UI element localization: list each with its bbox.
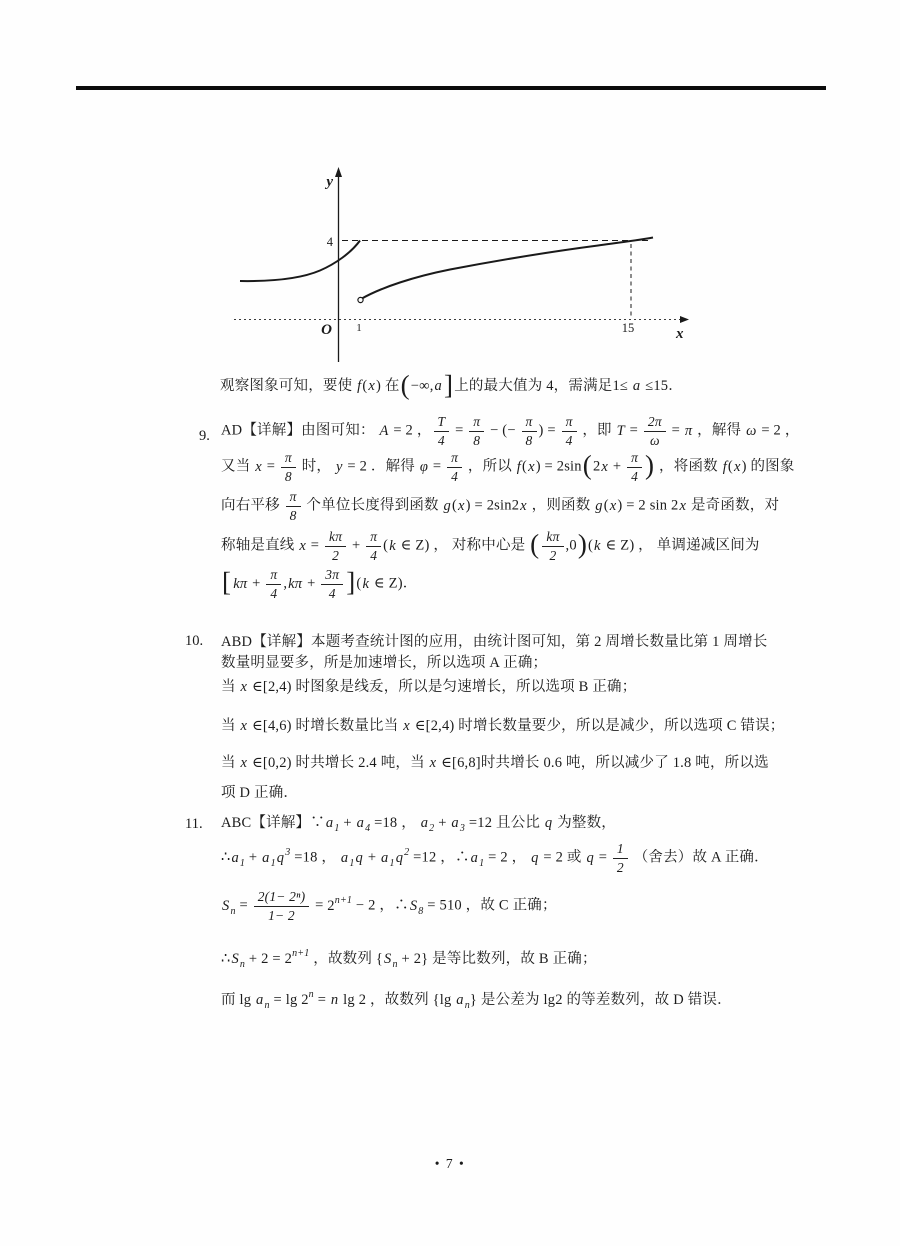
item-11-line-5: 而 $\lg a_n = \lg 2^n = n$ lg 2 ，故数列 {lg $a_n$} 是公差为 lg2 的等差数列，故 D 错误．	[221, 989, 732, 1011]
function-graph	[220, 155, 700, 370]
item-10-line-1: ABD【详解】本题考查统计图的应用，由统计图可知，第 2 周增长数量比第 1 周增长	[221, 634, 768, 650]
item-10-line-3: 当 x ∈[2,4) 时图象是线叐，所以是匀速增长，所以选项 B 正确；	[221, 679, 637, 695]
x-axis-arrow	[680, 316, 689, 323]
item-9-line-4: 称轴是直线 x = $\frac{k\pi}{2}$ + $\frac{\pi}{4}$ (k ∈ Z) ， 对称中心是 ( $\frac{k\pi}{2}$ ,0)(k ∈ Z) ， 单调递减区间为	[221, 529, 760, 564]
open-endpoint	[358, 297, 363, 302]
y-tick-4: 4	[326, 235, 333, 249]
item-10-line-6: 项 D 正确．	[221, 785, 299, 801]
item-9-number: 9.	[199, 428, 210, 444]
top-rule	[76, 86, 826, 90]
item-10-number: 10.	[185, 633, 204, 649]
x-tick-15: 15	[621, 321, 635, 335]
item-9-line-3: 向右平移 $\frac{\pi}{8}$ 个单位长度得到函数 g(x) = 2sin2x ，则函数 g(x) = 2 sin 2x 是奇函数，对	[221, 489, 780, 524]
item-9-line-1: AD【详解】由图可知： A = 2 ， $\frac{T}{4}$ = $\frac{\pi}{8}$ − (− $\frac{\pi}{8}$ ) = $\frac{\pi}{4}$ ，即 T = $\frac{2\pi}{\omega}$ = π ，解得 ω = 2 ，	[221, 414, 800, 449]
origin-label: O	[321, 322, 332, 338]
item-11-line-1: ABC【详解】$\because a_1 + a_4 =18$ ， $a_2 + a_3 =12$ 且公比 q 为整数，	[221, 815, 616, 834]
x-tick-1: 1	[356, 322, 362, 334]
y-axis-label: y	[326, 174, 333, 190]
item-9-line-5: [ kπ + $\frac{\pi}{4}$ ,kπ + $\frac{3\pi}{4}$ ](k ∈ Z)．	[222, 567, 418, 602]
curve-left-branch	[240, 241, 360, 282]
item-9-line-2: 又当 x = $\frac{\pi}{8}$ 时， y = 2 ．解得 φ = $\frac{\pi}{4}$ ，所以 f(x) = 2sin(2x + $\frac{\pi}{4}$ ) ，将函数 f(x) 的图象	[221, 450, 795, 485]
item-11-line-2: $\therefore a_1 + a_1q^3 =18$ ， $a_1q + a_1q^2 =12$ ，$\therefore a_1 = 2$ ， q = 2 或 q = $\frac{1}{2}$ （舍去）故 A 正确．	[221, 841, 769, 876]
item-10-line-4: 当 x ∈[4,6) 时增长数量比当 x ∈[2,4) 时增长数量要少，所以是减少，所以选项 C 错误；	[221, 718, 785, 734]
intro-line: 观察图象可知，要使 f(x) 在(−∞,a]上的最大值为 4，需满足1≤ a ≤15．	[220, 369, 683, 400]
curve-right-branch	[361, 238, 653, 300]
item-10-line-5: 当 x ∈[0,2) 时共增长 2.4 吨，当 x ∈[6,8]时共增长 0.6 吨，所以减少了 1.8 吨，所以选	[221, 755, 769, 771]
page-number: • 7 •	[434, 1156, 466, 1171]
y-axis-arrow	[335, 167, 342, 177]
item-10-line-2: 数量明显要多，所是加速增长，所以选项 A 正确；	[221, 655, 548, 671]
item-11-number: 11.	[185, 816, 203, 832]
item-11-line-3: $S_n$ = $\frac{\text{2(1− 2ⁿ)}}{1- 2}$ = $2^{n+1} - 2$ ，$\therefore S_8 = 510$ ，故 C 正确；	[222, 889, 557, 924]
item-11-line-4: $\therefore S_n + 2 = 2^{n+1}$ ，故数列 $\{S_n + 2\}$ 是等比数列，故 B 正确；	[221, 948, 597, 970]
x-axis-label: x	[676, 326, 684, 342]
